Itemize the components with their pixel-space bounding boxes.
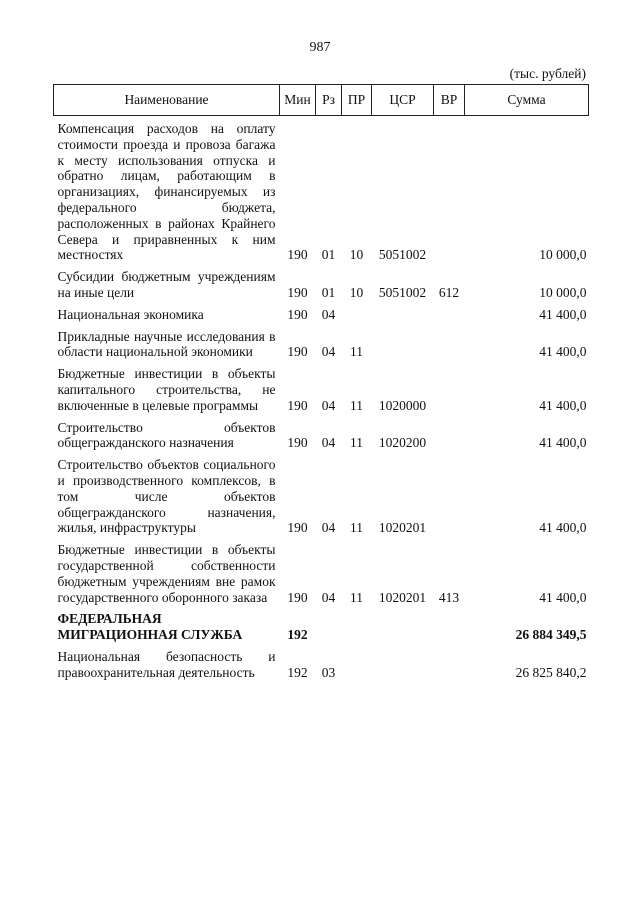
row-rz: 04 [321,344,336,360]
table-body [54,116,589,681]
row-csr [372,643,434,681]
row-vr [434,414,465,452]
table-row [54,116,589,264]
table-row [54,301,589,323]
header-pr: ПР [342,85,372,116]
row-name [54,451,280,536]
row-sum: 41 400,0 [539,520,587,536]
header-min: Мин [280,85,316,116]
row-csr [372,301,434,323]
row-name [54,263,280,301]
row-name-text: ФЕДЕРАЛЬНАЯ МИГРАЦИОННАЯ СЛУЖБА [57,611,243,643]
row-min: 190 [287,520,308,536]
budget-table [53,84,589,681]
table-row [54,605,589,643]
row-name-text: Прикладные научные исследования в области национальной экономики [57,328,276,360]
table-row [54,414,589,452]
row-name-text: Строительство объектов общегражданского назначения [57,419,276,451]
row-name [54,605,280,643]
header-vr: ВР [434,85,465,116]
row-rz: 04 [321,435,336,451]
row-sum: 41 400,0 [539,589,587,605]
row-name [54,643,280,681]
row-csr [372,323,434,361]
row-csr: 1020200 [378,435,427,451]
row-sum: 26 825 840,2 [515,664,587,680]
row-min: 192 [287,627,308,643]
row-min: 190 [287,589,308,605]
row-csr: 1020201 [378,520,427,536]
row-vr [434,116,465,264]
row-pr: 11 [350,344,363,360]
row-vr [434,360,465,413]
row-rz: 04 [321,306,336,322]
row-vr: 413 [438,589,460,605]
row-name-text: Национальная экономика [57,306,204,322]
row-pr: 11 [350,520,363,536]
row-rz: 04 [321,397,336,413]
row-sum: 41 400,0 [539,306,587,322]
row-name [54,414,280,452]
row-pr: 11 [350,589,363,605]
row-csr [372,605,434,643]
row-sum: 26 884 349,5 [515,627,587,643]
row-name [54,301,280,323]
page-number: 987 [309,40,331,55]
row-vr [434,451,465,536]
row-min: 190 [287,247,308,263]
row-min: 190 [287,284,308,300]
row-min: 190 [287,435,308,451]
row-sum: 10 000,0 [539,247,587,263]
row-pr: 11 [350,435,363,451]
table-row [54,360,589,413]
units-label: (тыс. рублей) [509,66,586,81]
table-row [54,643,589,681]
row-rz: 04 [321,520,336,536]
row-name [54,536,280,605]
table-row [54,536,589,605]
row-min: 190 [287,344,308,360]
row-name-text: Субсидии бюджетным учреждениям на иные цели [57,269,276,300]
row-name-text: Бюджетные инвестиции в объекты государственной собственности бюджетным учреждениям вне рамок государственного оборонного заказа [57,542,276,605]
row-pr [342,643,372,681]
row-vr [434,643,465,681]
row-vr: 612 [438,284,460,300]
row-pr [342,301,372,323]
row-name-text: Национальная безопасность и правоохранительная деятельность [57,648,276,680]
row-pr [342,605,372,643]
row-sum: 10 000,0 [539,284,587,300]
row-name [54,116,280,264]
row-sum: 41 400,0 [539,435,587,451]
row-min: 190 [287,306,308,322]
header-sum: Сумма [465,85,589,116]
header-rz: Рз [316,85,342,116]
row-rz: 04 [321,589,336,605]
row-pr: 10 [349,284,364,300]
row-name-text: Компенсация расходов на оплату стоимости проезда и провоза багажа к месту использования отпуска и обратно лицам, работающим в организациях, финансируемых из федерального бюджета, расположенных в районах Крайнего Севера и приравненных к ним местностях [57,121,276,263]
row-csr: 1020000 [378,397,427,413]
row-csr: 1020201 [378,589,427,605]
row-pr: 10 [349,247,364,263]
row-sum: 41 400,0 [539,344,587,360]
row-min: 190 [287,397,308,413]
row-vr [434,605,465,643]
table-header [54,85,589,116]
row-name-text: Бюджетные инвестиции в объекты капитального строительства, не включенные в целевые программы [57,366,276,413]
row-rz: 03 [321,664,336,680]
row-sum: 41 400,0 [539,397,587,413]
row-name [54,360,280,413]
row-csr: 5051002 [378,247,427,263]
table-row [54,263,589,301]
row-rz [316,605,342,643]
row-pr: 11 [350,397,363,413]
header-name: Наименование [54,85,280,116]
row-vr [434,323,465,361]
row-rz: 01 [321,247,336,263]
row-rz: 01 [321,284,336,300]
header-csr: ЦСР [372,85,434,116]
row-vr [434,301,465,323]
row-min: 192 [287,664,308,680]
row-name [54,323,280,361]
row-csr: 5051002 [378,284,427,300]
row-name-text: Строительство объектов социального и производственного комплексов, в том числе объектов общегражданского назначения, жилья, инфраструктуры [57,457,276,536]
table-row [54,451,589,536]
table-row [54,323,589,361]
